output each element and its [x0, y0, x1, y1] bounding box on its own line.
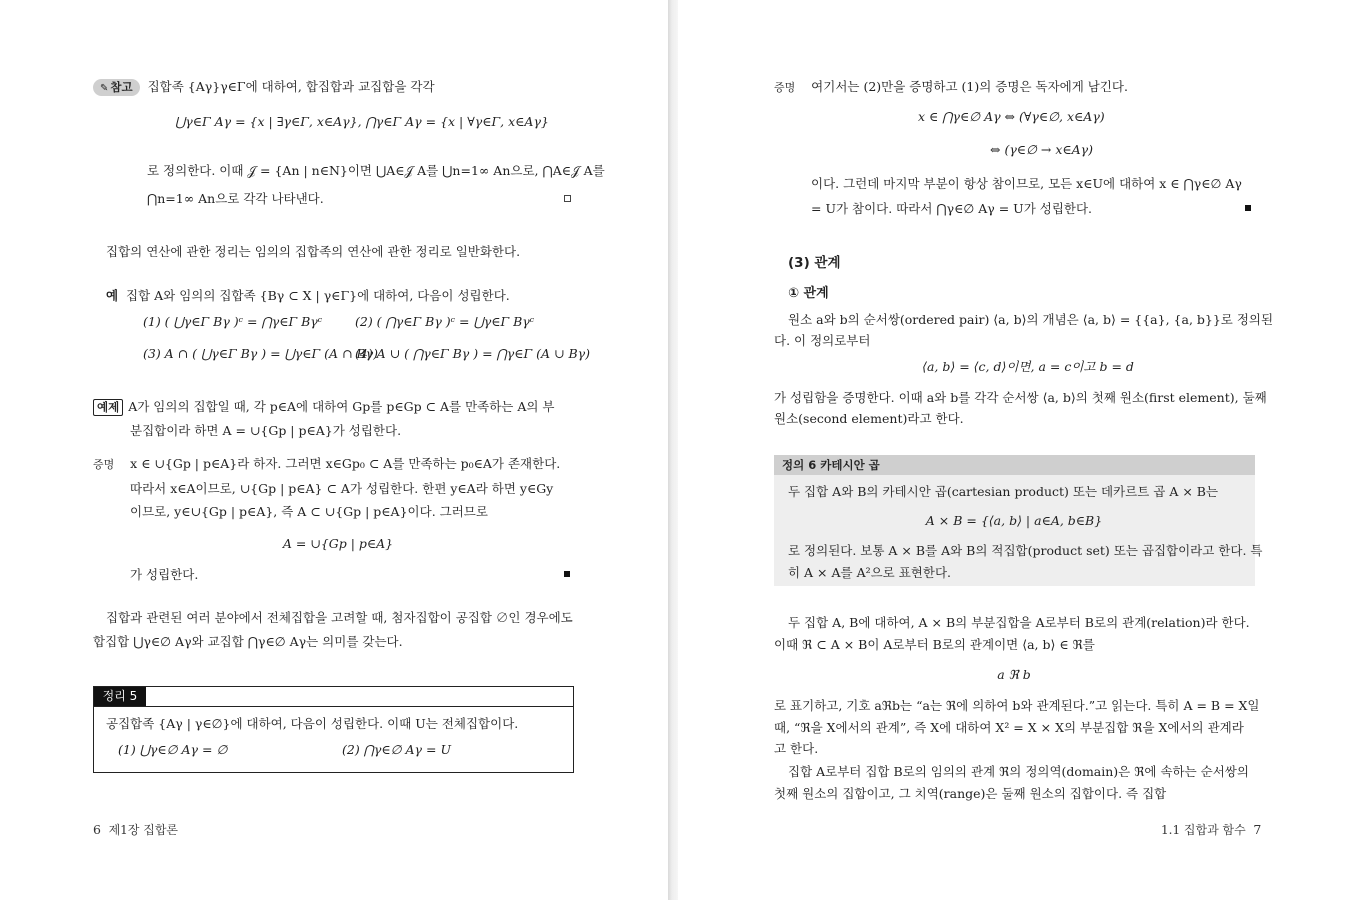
- right-qed-icon: [1245, 205, 1251, 211]
- example-item-1: (1) ( ⋃γ∈Γ Bγ )ᶜ = ⋂γ∈Γ Bγᶜ: [143, 314, 323, 329]
- proof-text-4: 가 성립한다.: [130, 567, 199, 582]
- right-footer: [1161, 821, 1261, 840]
- cartesian-product-formula: A × B = {⟨a, b⟩ | a∈A, b∈B}: [925, 513, 1103, 528]
- theorem-item-1: (1) ⋃γ∈∅ Aγ = ∅: [118, 742, 228, 757]
- paragraph-relation-1: 두 집합 A, B에 대하여, A × B의 부분집합을 A로부터 B로의 관계(relation)라 한다.: [788, 615, 1250, 630]
- paragraph-elements-2: 원소(second element)라고 한다.: [774, 411, 964, 426]
- example-label: 예: [106, 288, 119, 303]
- definition-text-2: 로 정의된다. 보통 A × B를 A와 B의 적집합(product set) 또는 곱집합이라고 한다. 특: [788, 543, 1263, 558]
- theorem-box: [93, 686, 574, 773]
- right-proof-text-1: 여기서는 (2)만을 증명하고 (1)의 증명은 독자에게 남긴다.: [811, 79, 1128, 94]
- theorem-title: 정리 5: [94, 687, 146, 706]
- proof-line-1: [93, 455, 560, 474]
- exercise-text-1: A가 임의의 집합일 때, 각 p∈A에 대하여 Gp를 p∈Gp ⊂ A를 만족하는 A의 부: [128, 399, 555, 414]
- right-proof-text-2: 이다. 그런데 마지막 부분이 항상 참이므로, 모든 x∈U에 대하여 x ∈ ⋂γ∈∅ Aγ: [811, 176, 1242, 191]
- paragraph-domain-2: 첫째 원소의 집합이고, 그 치역(range)은 둘째 원소의 집합이다. 즉 집합: [774, 786, 1167, 801]
- proof-text-2: 따라서 x∈A이므로, ∪{Gp | p∈A} ⊂ A가 성립한다. 한편 y∈A라 하면 y∈Gy: [130, 481, 554, 496]
- proof-text-3: 이므로, y∈∪{Gp | p∈A}, 즉 A ⊂ ∪{Gp | p∈A}이다. 그러므로: [130, 504, 488, 519]
- theorem-text: 공집합족 {Aγ | γ∈∅}에 대하여, 다음이 성립한다. 이때 U는 전체집합이다.: [106, 716, 519, 731]
- example-intro: [106, 287, 510, 306]
- example-text: 집합 A와 임의의 집합족 {Bγ ⊂ X | γ∈Γ}에 대하여, 다음이 성립한다.: [126, 288, 510, 303]
- note-badge: [93, 79, 140, 96]
- note-text-1: 집합족 {Aγ}γ∈Γ에 대하여, 합집합과 교집합을 각각: [147, 79, 435, 94]
- example-item-4: (4) A ∪ ( ⋂γ∈Γ Bγ ) = ⋂γ∈Γ (A ∪ Bγ): [355, 346, 591, 361]
- note-badge-label: 참고: [110, 80, 133, 94]
- definition-box: [774, 455, 1263, 586]
- right-page-number: 7: [1253, 822, 1262, 837]
- right-proof-formula-2: ⇔ (γ∈∅ → x∈Aγ): [990, 142, 1094, 157]
- pencil-icon: ✎: [100, 83, 109, 94]
- definition-text-3: 히 A × A를 A²으로 표현한다.: [788, 565, 952, 580]
- open-qed-icon: [564, 195, 571, 202]
- paragraph-relation-2: 이때 ℜ ⊂ A × B이 A로부터 B로의 관계이면 ⟨a, b⟩ ∈ ℜ를: [774, 637, 1095, 652]
- relation-formula: a ℜ b: [997, 667, 1031, 682]
- theorem-item-2: (2) ⋂γ∈∅ Aγ = U: [342, 742, 451, 757]
- chapter-title: 제1장 집합론: [108, 823, 179, 837]
- note-formula: ⋃γ∈Γ Aγ = {x | ∃γ∈Γ, x∈Aγ}, ⋂γ∈Γ Aγ = {x | ∀γ∈Γ, x∈Aγ}: [175, 114, 549, 129]
- paragraph-elements-1: 가 성립함을 증명한다. 이때 a와 b를 각각 순서쌍 ⟨a, b⟩의 첫째 원소(first element), 둘째: [774, 390, 1267, 405]
- qed-icon: [564, 571, 570, 577]
- left-footer: [93, 821, 178, 840]
- paragraph-domain-1: 집합 A로부터 집합 B로의 임의의 관계 ℜ의 정의역(domain)은 ℜ에 속하는 순서쌍의: [788, 764, 1249, 779]
- exercise-line-1: [93, 398, 555, 417]
- left-page: [0, 0, 668, 900]
- paragraph-ordered-pair-2: 다. 이 정의로부터: [774, 333, 871, 348]
- example-item-3: (3) A ∩ ( ⋃γ∈Γ Bγ ) = ⋃γ∈Γ (A ∩ Bγ): [143, 346, 379, 361]
- paragraph-ordered-pair-1: 원소 a와 b의 순서쌍(ordered pair) ⟨a, b⟩의 개념은 ⟨a, b⟩ = {{a}, {a, b}}로 정의된: [788, 312, 1274, 327]
- proof-label: 증명: [93, 458, 115, 471]
- paragraph-empty-index-2: 합집합 ⋃γ∈∅ Aγ와 교집합 ⋂γ∈∅ Aγ는 의미를 갖는다.: [93, 634, 403, 649]
- right-proof-text-3: = U가 참이다. 따라서 ⋂γ∈∅ Aγ = U가 성립한다.: [811, 201, 1093, 216]
- section-title: (3) 관계: [788, 255, 841, 271]
- right-proof-line-1: [774, 78, 1128, 97]
- right-proof-formula-1: x ∈ ⋂γ∈∅ Aγ ⇔ (∀γ∈∅, x∈Aγ): [918, 109, 1105, 124]
- definition-title: [774, 455, 1255, 475]
- note-text-2: 로 정의한다. 이때 𝒥 = {An | n∈N}이면 ⋃A∈𝒥 A를 ⋃n=1∞ An으로, ⋂A∈𝒥 A를: [147, 163, 605, 178]
- paragraph-generalization: 집합의 연산에 관한 정리는 임의의 집합족의 연산에 관한 정리로 일반화한다.: [106, 244, 521, 259]
- proof-formula: A = ∪{Gp | p∈A}: [282, 536, 394, 551]
- proof-text-1: x ∈ ∪{Gp | p∈A}라 하자. 그러면 x∈Gp₀ ⊂ A를 만족하는 p₀∈A가 존재한다.: [130, 456, 561, 471]
- exercise-text-2: 분집합이라 하면 A = ∪{Gp | p∈A}가 성립한다.: [130, 423, 402, 438]
- subsection-title: ① 관계: [788, 286, 829, 301]
- example-item-2: (2) ( ⋂γ∈Γ Bγ )ᶜ = ⋃γ∈Γ Bγᶜ: [355, 314, 535, 329]
- paragraph-notation-2: 때, “ℜ을 X에서의 관계”, 즉 X에 대하여 X² = X × X의 부분집합 ℜ을 X에서의 관계라: [774, 720, 1244, 735]
- note-line-1: [93, 78, 435, 97]
- pair-equality-formula: ⟨a, b⟩ = ⟨c, d⟩이면, a = c이고 b = d: [922, 359, 1134, 374]
- right-proof-label: 증명: [774, 81, 796, 94]
- note-text-3: ⋂n=1∞ An으로 각각 나타낸다.: [147, 191, 324, 206]
- paragraph-notation-3: 고 한다.: [774, 741, 819, 756]
- theorem-divider: [94, 706, 573, 707]
- right-page: [678, 0, 1345, 900]
- section-footer-title: 1.1 집합과 함수: [1161, 823, 1246, 837]
- paragraph-empty-index-1: 집합과 관련된 여러 분야에서 전체집합을 고려할 때, 첨자집합이 공집합 ∅인 경우에도: [106, 610, 573, 625]
- definition-text-1: 두 집합 A와 B의 카테시안 곱(cartesian product) 또는 데카르트 곱 A × B는: [788, 484, 1219, 499]
- book-gutter: [668, 0, 678, 900]
- exercise-label: 예제: [93, 399, 123, 416]
- definition-title-text: 정의 6 카테시안 곱: [782, 458, 880, 472]
- left-page-number: 6: [93, 822, 101, 837]
- paragraph-notation-1: 로 표기하고, 기호 aℜb는 “a는 ℜ에 의하여 b와 관계된다.”고 읽는다. 특히 A = B = X일: [774, 698, 1260, 713]
